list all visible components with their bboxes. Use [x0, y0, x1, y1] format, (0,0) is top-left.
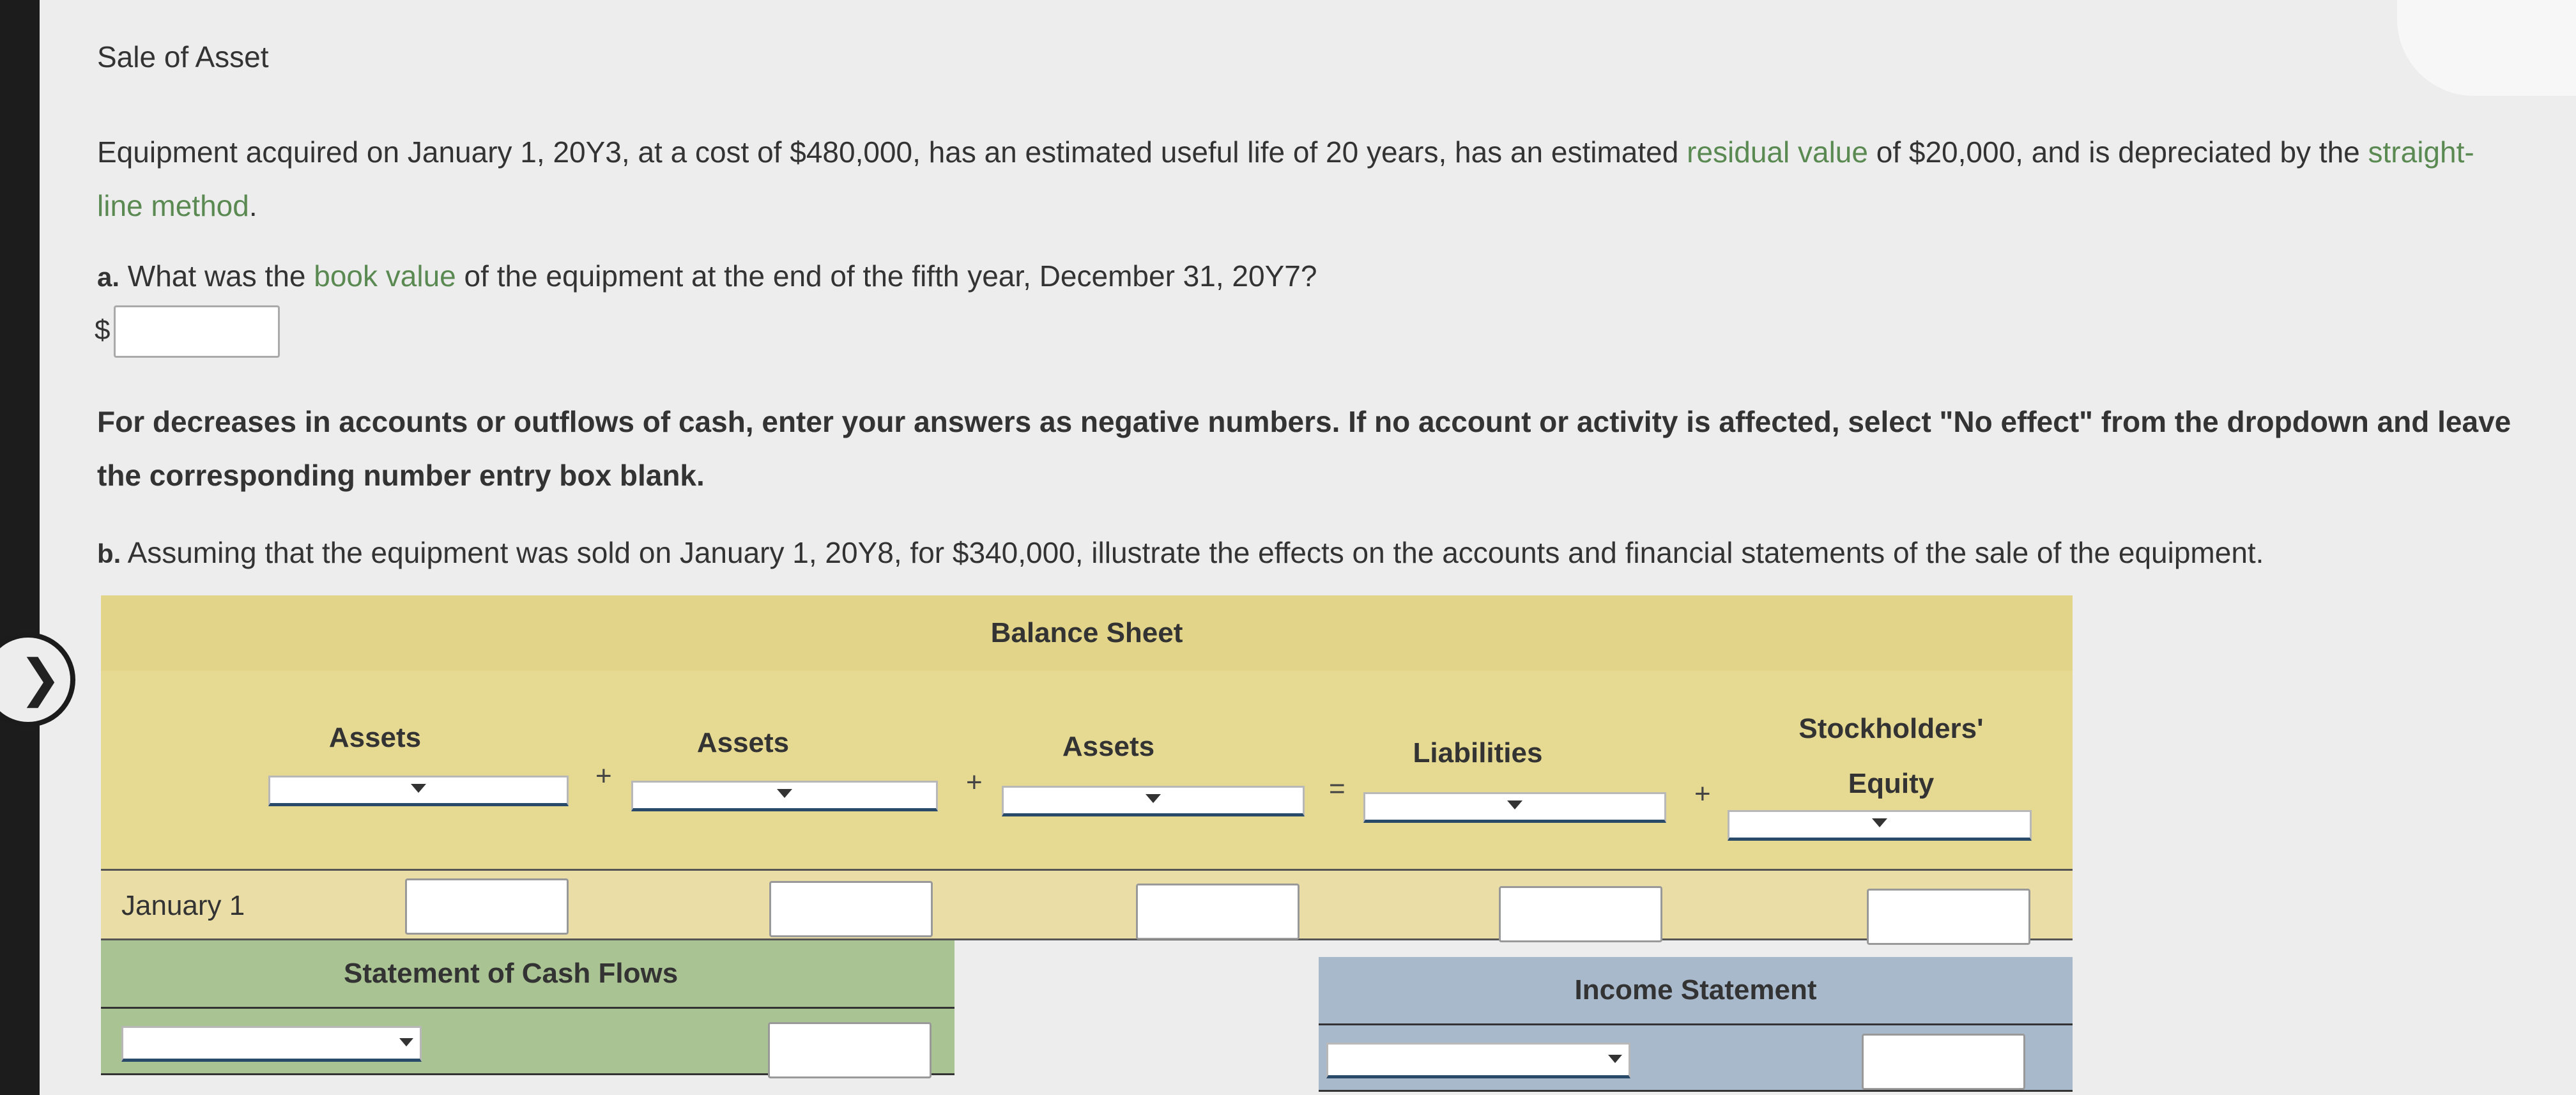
liabilities-amount-input[interactable]	[1499, 886, 1662, 942]
assets-1-account-dropdown[interactable]	[268, 776, 569, 806]
equals-operator: =	[1329, 773, 1346, 804]
cash-flows-title: Statement of Cash Flows	[344, 958, 678, 989]
cash-flows-activity-dropdown[interactable]	[121, 1026, 422, 1062]
question-a	[97, 259, 1317, 293]
assets-3-amount-input[interactable]	[1136, 884, 1300, 940]
column-assets-2: Assets	[696, 727, 790, 758]
problem-text-2: of $20,000, and is depreciated by the	[1867, 135, 2368, 169]
problem-text-3: .	[249, 189, 257, 222]
question-b-text: Assuming that the equipment was sold on January 1, 20Y8, for $340,000, illustrate the effects on the accounts and financial statements of the sale of the equipment.	[121, 536, 2264, 569]
income-statement-section	[1319, 957, 2073, 1092]
january-1-row	[101, 869, 2073, 940]
income-statement-header: Income Statement	[1319, 957, 2073, 1025]
column-assets-3: Assets	[1062, 731, 1155, 762]
question-a-text-2: of the equipment at the end of the fifth year, December 31, 20Y7?	[456, 259, 1317, 293]
straight-line-method-link[interactable]: straight-line method	[97, 135, 2474, 222]
column-stockholders: Stockholders'	[1798, 713, 1984, 744]
caret-down-icon	[1608, 1055, 1622, 1063]
caret-down-icon	[777, 789, 792, 798]
page-title: Sale of Asset	[97, 40, 269, 73]
cash-flows-amount-input[interactable]	[768, 1022, 931, 1078]
column-liabilities: Liabilities	[1413, 737, 1543, 769]
caret-down-icon	[1872, 818, 1887, 827]
cash-flows-section	[101, 940, 954, 1075]
caret-down-icon	[1146, 794, 1161, 803]
row-label-january-1: January 1	[121, 890, 245, 921]
question-b-label: b.	[97, 539, 121, 569]
book-value-link[interactable]: book value	[314, 259, 456, 293]
assets-1-amount-input[interactable]	[405, 878, 569, 935]
balance-sheet-columns	[101, 671, 2073, 869]
page-corner	[2397, 0, 2576, 96]
chevron-right-icon[interactable]: ❯	[0, 632, 75, 727]
column-equity: Equity	[1848, 768, 1935, 799]
balance-sheet-header: Balance Sheet	[101, 595, 2073, 673]
question-a-label: a.	[97, 262, 120, 292]
plus-operator-3: +	[1694, 778, 1711, 809]
book-value-answer-input[interactable]	[114, 305, 280, 358]
assets-2-account-dropdown[interactable]	[631, 781, 938, 811]
problem-statement	[97, 125, 2493, 233]
assets-3-account-dropdown[interactable]	[1002, 786, 1305, 816]
caret-down-icon	[1507, 800, 1522, 809]
caret-down-icon	[411, 784, 426, 793]
liabilities-account-dropdown[interactable]	[1363, 792, 1666, 823]
left-bezel	[0, 0, 40, 1095]
plus-operator-2: +	[966, 767, 983, 798]
equity-account-dropdown[interactable]	[1728, 810, 2032, 841]
plus-operator-1: +	[595, 760, 612, 792]
assets-2-amount-input[interactable]	[769, 881, 933, 937]
problem-text-1: Equipment acquired on January 1, 20Y3, at a cost of $480,000, has an estimated useful life of 20 years, has an estimated	[97, 135, 1687, 169]
caret-down-icon	[399, 1038, 413, 1046]
question-a-text-1: What was the	[119, 259, 314, 293]
cash-flows-header	[101, 940, 954, 1009]
income-statement-dropdown[interactable]	[1326, 1043, 1630, 1078]
effects-table	[101, 595, 2073, 1073]
residual-value-link[interactable]: residual value	[1687, 135, 1868, 169]
question-b	[97, 535, 2264, 570]
instructions: For decreases in accounts or outflows of cash, enter your answers as negative numbers. If no account or activity is affected, select "No effect" from the dropdown and leave the corresponding number entry box blank.	[97, 405, 2511, 492]
equity-amount-input[interactable]	[1867, 889, 2030, 945]
column-assets-1: Assets	[328, 722, 422, 753]
income-statement-amount-input[interactable]	[1862, 1034, 2025, 1090]
currency-symbol: $	[95, 314, 111, 346]
